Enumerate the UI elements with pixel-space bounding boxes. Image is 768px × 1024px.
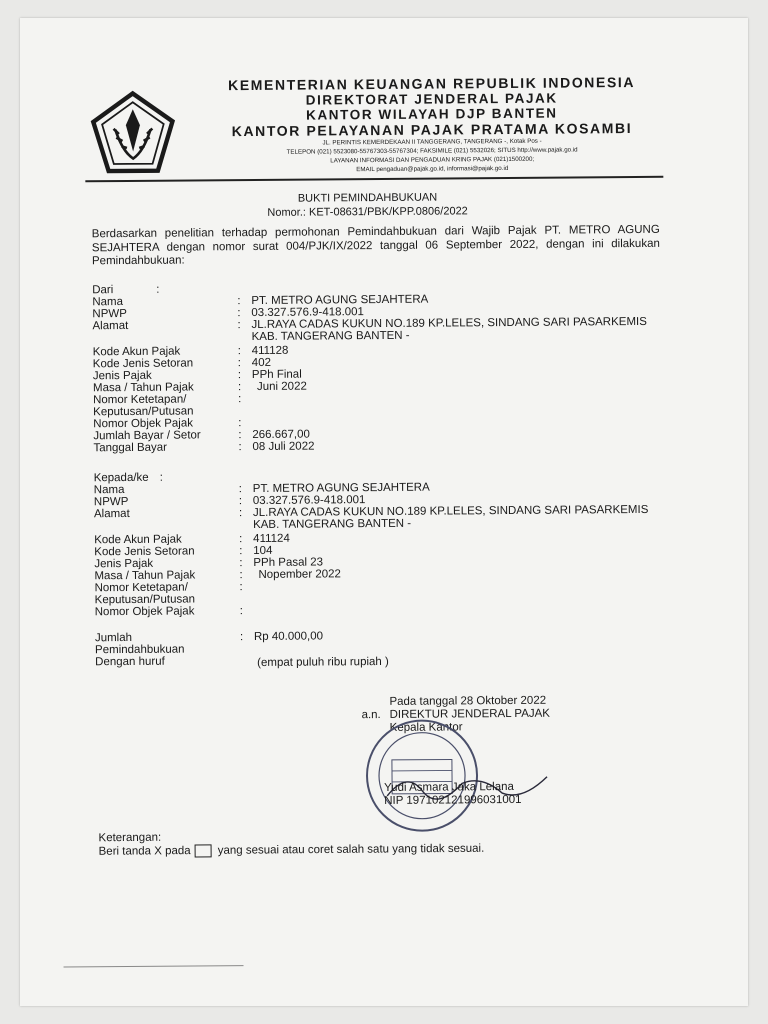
letterhead-email: EMAIL pengaduan@pajak.go.id, informasi@pajak.go.id [356,164,509,174]
from-nama-label: Nama [92,296,124,309]
from-alamat-line1: JL.RAYA CADAS KUKUN NO.189 KP.LELES, SINDANG SARI PASARKEMIS [251,315,647,332]
signature-date: Pada tanggal 28 Oktober 2022 [389,694,547,708]
letterhead-tax-office: KANTOR PELAYANAN PAJAK PRATAMA KOSAMBI [231,120,633,140]
signature-nip: NIP 197102121996031001 [384,793,522,807]
from-kjs-label: Kode Jenis Setoran [92,357,194,371]
to-npwp-value: 03.327.576.9-418.001 [252,494,366,507]
signature-name: Yudi Asmara Jaka Lelana [384,780,514,794]
to-kjs-label: Kode Jenis Setoran [94,545,195,559]
amount-label-line1: Jumlah [94,631,133,645]
signature-role: Kepala Kantor [389,721,463,734]
from-jenis-label: Jenis Pajak [92,369,152,383]
from-heading: Dari [92,284,114,297]
to-masa-label: Masa / Tahun Pajak [94,569,196,583]
to-alamat-label: Alamat [93,507,130,521]
from-jumlah-label: Jumlah Bayar / Setor [93,429,201,443]
document-title-block [217,190,517,220]
from-kap-label: Kode Akun Pajak [92,345,181,359]
letterhead-address: JL. PERINTIS KEMERDEKAAN II TANGGERANG, TANGERANG -, Kotak Pos - [322,137,542,147]
from-nama-value: PT. METRO AGUNG SEJAHTERA [251,293,429,308]
footer-rule [64,965,244,967]
amount-words-label: Dengan huruf [95,655,165,669]
notes-instruction [99,842,485,859]
notes-text-after: yang sesuai atau coret salah satu yang tidak sesuai. [217,842,485,857]
to-kjs-value: 104 [253,544,273,557]
to-alamat-line1: JL.RAYA CADAS KUKUN NO.189 KP.LELES, SINDANG SARI PASARKEMIS [252,503,649,519]
to-jenis-value: PPh Pasal 23 [253,556,324,569]
letterhead-regional-office: KANTOR WILAYAH DJP BANTEN [306,105,558,123]
from-npwp-label: NPWP [92,307,127,321]
from-objek-label: Nomor Objek Pajak [93,417,194,431]
from-masa-value: Juni 2022 [256,380,307,393]
to-npwp-label: NPWP [93,495,129,509]
to-heading: Kepada/ke [93,471,149,485]
from-kjs-value: 402 [251,356,272,370]
amount-words-value: (empat puluh ribu rupiah ) [257,655,389,669]
document-title: BUKTI PEMINDAHBUKUAN [297,191,438,205]
ministry-logo-icon [89,90,178,179]
to-jenis-label: Jenis Pajak [94,557,154,571]
to-putusan-label: Keputusan/Putusan [94,593,196,607]
to-nama-value: PT. METRO AGUNG SEJAHTERA [252,481,430,495]
to-kap-label: Kode Akun Pajak [94,533,182,547]
amount-value: Rp 40.000,00 [253,630,324,643]
intro-paragraph: Berdasarkan penelitian terhadap permohonan Pemindahbukuan dari Wajib Pajak PT. METRO AGUNG SEJAHTERA dengan nomor surat 004/PJK/IX/2022 tanggal 06 September 2022, dengan ini dilakukan Pemindahbukuan: [91,223,660,268]
notes-label: Keterangan: [98,831,162,845]
from-ketetapan-label: Nomor Ketetapan/ [93,393,187,407]
to-masa-value: Nopember 2022 [258,568,341,581]
to-ketetapan-label: Nomor Ketetapan/ [94,581,188,595]
letterhead-service: LAYANAN INFORMASI DAN PENGADUAN KRING PAJAK (021)1500200; [330,155,535,165]
amount-label-line2: Pemindahbukuan [94,643,185,657]
letterhead [187,74,678,176]
from-npwp-value: 03.327.576.9-418.001 [251,306,364,320]
letterhead-directorate: DIREKTORAT JENDERAL PAJAK [305,90,558,108]
signature-an: a.n. [361,709,381,722]
to-nama-label: Nama [93,484,125,497]
from-kap-value: 411128 [251,344,289,358]
from-alamat-line2: KAB. TANGERANG BANTEN - [251,329,410,344]
notes-checkbox-icon [195,844,212,857]
from-colon: : [156,283,160,296]
document-content: KEMENTERIAN KEUANGAN REPUBLIK INDONESIA DIREKTORAT JENDERAL PAJAK KANTOR WILAYAH DJP BANTEN KANTOR PELAYANAN PAJAK PRATAMA KOSAMBI JL. PERINTIS KEMERDEKAAN II TANGGERANG, TANGERANG -, Kotak Pos - TELEPON (021) 5523080-55767303-55767304; FAKSIMILE (021) 5532026; SITUS http://www.pajak.go.id LAYANAN INFORMASI DAN PENGADUAN KRING PAJAK (021)1500200; EMAIL pengaduan@pajak.go.id, informasi@pajak.go.id BUKTI PEMINDAHBUKUAN Nomor.: KET-08631/PBK/KPP.0806/2022 Berdasarkan penelitian terhadap permohonan Pemindahbukuan dari Wajib Pajak PT. METRO AGUNG SEJAHTERA dengan nomor surat 004/PJK/IX/2022 tanggal 06 September 2022, dengan ini dilakukan Pemindahbukuan: Dari : Nama : PT. METRO AGUNG SEJAHTERA NPWP : 03.327.576.9-418.001 Alamat : JL.RAYA CADAS KUKUN NO.189 KP.LELES, SINDANG SARI PASARKEMIS KAB. TANGERANG BANTEN - Kode Akun Pajak : 411128 Kode Jenis Setoran : 402 Jenis Pajak : PPh Final Masa / Tahun Pajak : Juni 2022 Nomor Ketetapan/ : Keputusan/Putusan Nomor Objek Pajak : Jumlah Bayar / Setor : 266.667,00 Tanggal Bayar : 08 Juli 2022 Kepada/ke : Nama : PT. METRO AGUNG SEJAHTERA NPWP : 03.327.576.9-418.001 Alamat : JL.RAYA CADAS KUKUN NO.189 KP.LELES, SINDANG SARI PASARKEMIS KAB. TANGERANG BANTEN - Kode Akun Pajak : 411124 Kode Jenis Setoran : 104 Jenis Pajak : PPh Pasal 23 Masa / Tahun Pajak : Nopember 2022 Nomor Ketetapan/ : Keputusan/Putusan Nomor Objek Pajak : Jumlah : Rp 40.000,00 Pemindahbukuan Dengan huruf (empat puluh ribu rupiah ) Pada tanggal 28 Oktober 2022 a.n. DIREKTUR JENDERAL PAJAK Kepala Kantor Yudi Asmara Jaka Lelana NIP 197102121996031001 Keterangan: Beri tanda X pada yang sesuai atau coret salah satu yang tidak sesuai. [16,15,752,1009]
to-objek-label: Nomor Objek Pajak [94,605,195,619]
letterhead-ministry: KEMENTERIAN KEUANGAN REPUBLIK INDONESIA [228,73,636,94]
from-tgl-value: 08 Juli 2022 [252,440,315,453]
document-number: Nomor.: KET-08631/PBK/KPP.0806/2022 [267,205,468,219]
from-masa-label: Masa / Tahun Pajak [92,381,194,395]
from-jumlah-value: 266.667,00 [252,428,310,441]
to-kap-value: 411124 [253,532,290,545]
letterhead-phone: TELEPON (021) 5523080-55767303-55767304; FAKSIMILE (021) 5532026; SITUS http://www.pajak.go.id [286,146,578,156]
signature-director: DIREKTUR JENDERAL PAJAK [389,707,550,721]
from-tgl-label: Tanggal Bayar [93,441,168,455]
from-alamat-label: Alamat [92,319,129,333]
to-alamat-line2: KAB. TANGERANG BANTEN - [253,517,412,531]
from-putusan-label: Keputusan/Putusan [93,405,194,419]
from-jenis-value: PPh Final [251,368,302,382]
notes-text-before: Beri tanda X pada [98,845,191,858]
document-page [20,18,748,1006]
